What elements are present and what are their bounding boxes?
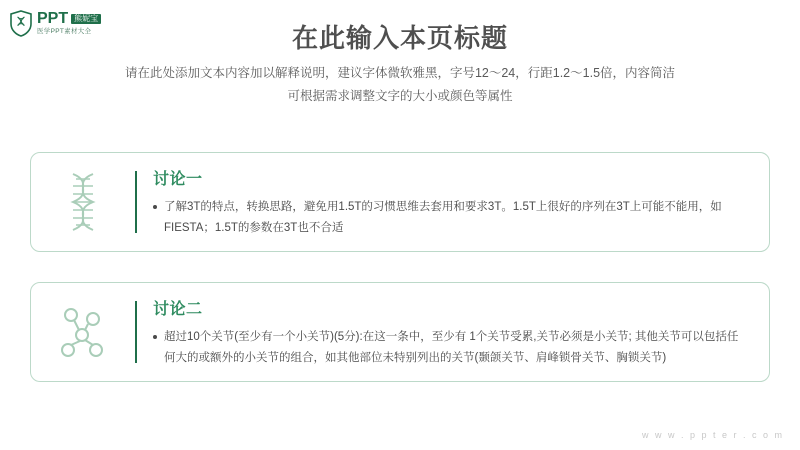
- logo-badge: 熊妮宝: [71, 14, 101, 24]
- page-subtitle-line-1: 请在此处添加文本内容加以解释说明，建议字体微软雅黑，字号12～24，行距1.2～1.5倍，内容简洁: [124, 66, 676, 80]
- dna-helix-icon: [31, 171, 135, 233]
- card-one-inner: [31, 153, 769, 251]
- card-two-bullet: [153, 327, 743, 367]
- card-two-inner: [31, 283, 769, 381]
- card-one-bullet-text: 了解3T的特点，转换思路，避免用1.5T的习惯思维去套用和要求3T。1.5T上很好的序列在3T上可能不能用，如FIESTA；1.5T的参数在3T也不合适: [164, 201, 722, 234]
- logo-brand-name: PPT: [37, 9, 69, 27]
- molecule-icon: [31, 305, 135, 359]
- page-subtitle: [0, 62, 800, 108]
- card-one-heading: 讨论一: [153, 171, 203, 189]
- card-two-body: [153, 296, 769, 367]
- card-one-body: [153, 166, 769, 237]
- bullet-dot-icon: [153, 335, 157, 339]
- page-title: 在此输入本页标题: [291, 23, 508, 53]
- footer-watermark: w w w . p p t e r . c o m: [641, 430, 784, 440]
- card-two-heading: 讨论二: [153, 301, 203, 319]
- card-two-divider: [135, 301, 137, 363]
- card-one-bullet: [153, 197, 743, 237]
- discussion-card-one: [30, 152, 770, 252]
- page-subtitle-line-2: 可根据需求调整文字的大小或颜色等属性: [287, 89, 513, 104]
- card-two-bullet-text: 超过10个关节(至少有一个小关节)(5分):在这一条中，至少有 1个关节受累,关节必须是小关节; 其他关节可以包括任何大的或额外的小关节的组合，如其他部位未特别列出的关节(颞颌关节、肩峰锁骨关节、胸锁关节): [164, 331, 739, 364]
- bullet-dot-icon: [153, 205, 157, 209]
- discussion-card-two: [30, 282, 770, 382]
- logo-subtitle: 医学PPT素材大全: [37, 27, 92, 35]
- card-one-divider: [135, 171, 137, 233]
